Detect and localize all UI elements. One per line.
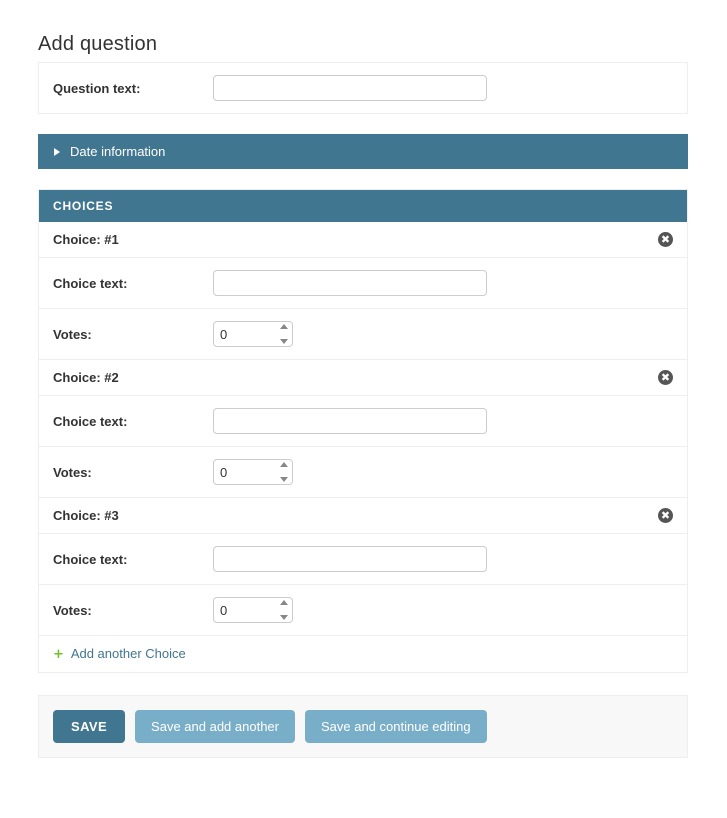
save-and-continue-editing-button[interactable]: Save and continue editing [305, 710, 487, 743]
choice-text-row-3 [39, 534, 687, 585]
delete-choice-2-icon[interactable]: ✖ [658, 370, 673, 385]
choice-heading-prefix-1: Choice: [53, 232, 101, 247]
choices-heading: CHOICES [39, 190, 687, 222]
chevron-right-icon [54, 148, 60, 156]
votes-row-1 [39, 309, 687, 359]
question-text-row [39, 63, 687, 113]
votes-spinner-2[interactable] [278, 462, 289, 482]
choice-text-row-1 [39, 258, 687, 309]
chevron-up-icon[interactable] [280, 600, 288, 605]
save-button[interactable]: SAVE [53, 710, 125, 743]
chevron-up-icon[interactable] [280, 324, 288, 329]
choice-heading-1 [39, 222, 687, 258]
choice-heading-prefix-2: Choice: [53, 370, 101, 385]
date-information-label[interactable]: Date information [70, 144, 166, 159]
choice-text-row-2 [39, 396, 687, 447]
votes-stepper-3[interactable] [213, 597, 293, 623]
question-text-label: Question text: [53, 81, 141, 96]
choice-text-label-1: Choice text: [53, 276, 128, 291]
choice-text-label-2: Choice text: [53, 414, 128, 429]
choice-heading-2 [39, 360, 687, 396]
choice-block-1 [39, 222, 687, 360]
choices-inline-group [38, 189, 688, 673]
votes-row-3 [39, 585, 687, 635]
page-title: Add question [38, 33, 158, 56]
choice-block-2 [39, 360, 687, 498]
choice-text-input-1[interactable] [213, 270, 487, 296]
chevron-up-icon[interactable] [280, 462, 288, 467]
choice-block-3 [39, 498, 687, 636]
chevron-down-icon[interactable] [280, 477, 288, 482]
votes-row-2 [39, 447, 687, 497]
choice-heading-prefix-3: Choice: [53, 508, 101, 523]
date-information-section[interactable] [38, 134, 688, 169]
votes-stepper-1[interactable] [213, 321, 293, 347]
delete-choice-1-icon[interactable]: ✖ [658, 232, 673, 247]
choice-text-label-3: Choice text: [53, 552, 128, 567]
form-content [38, 62, 688, 758]
choice-counter-1: #1 [104, 232, 119, 247]
choice-counter-2: #2 [104, 370, 119, 385]
votes-label-3: Votes: [53, 603, 92, 618]
question-text-input[interactable] [213, 75, 487, 101]
submit-row [38, 695, 688, 758]
add-another-choice-link[interactable]: Add another Choice [70, 646, 186, 661]
save-and-add-another-button[interactable]: Save and add another [135, 710, 295, 743]
chevron-down-icon[interactable] [280, 339, 288, 344]
choice-text-input-2[interactable] [213, 408, 487, 434]
votes-spinner-1[interactable] [278, 324, 289, 344]
choice-text-input-3[interactable] [213, 546, 487, 572]
votes-stepper-2[interactable] [213, 459, 293, 485]
question-module [38, 62, 688, 114]
votes-spinner-3[interactable] [278, 600, 289, 620]
choice-counter-3: #3 [104, 508, 119, 523]
add-another-choice-row[interactable] [39, 636, 687, 672]
delete-choice-3-icon[interactable]: ✖ [658, 508, 673, 523]
votes-label-2: Votes: [53, 465, 92, 480]
votes-label-1: Votes: [53, 327, 92, 342]
plus-icon: + [53, 647, 64, 662]
choice-heading-3 [39, 498, 687, 534]
chevron-down-icon[interactable] [280, 615, 288, 620]
